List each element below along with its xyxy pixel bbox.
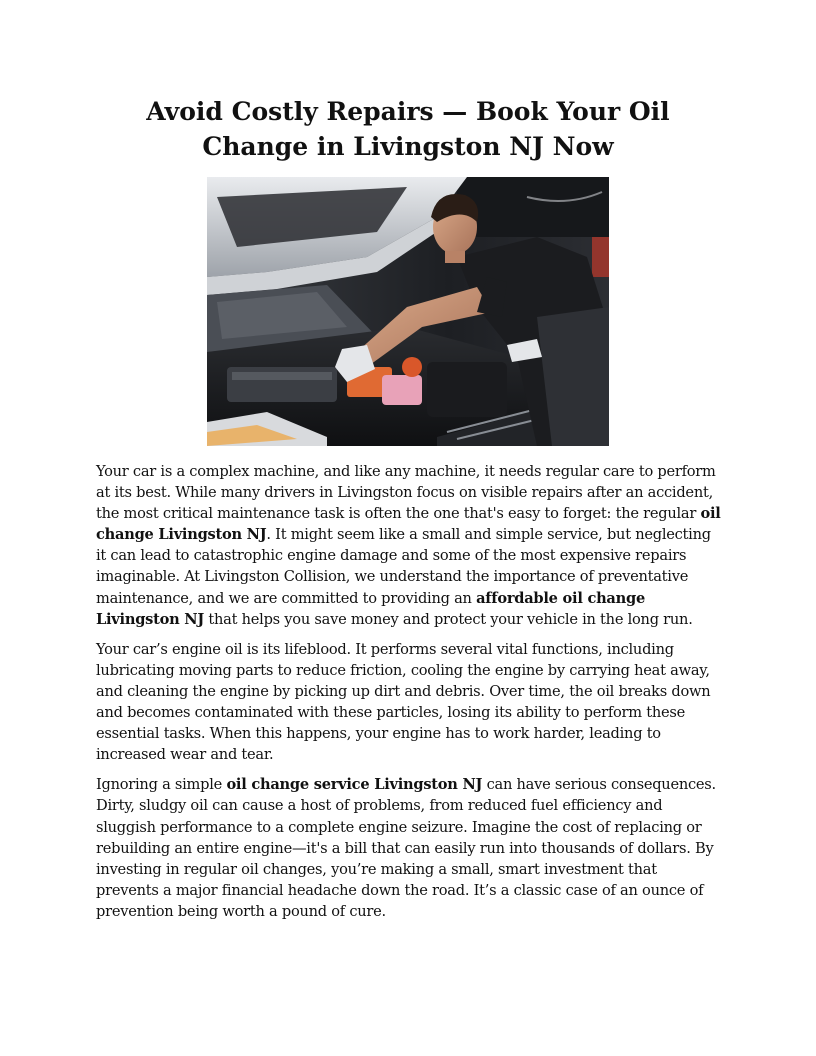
paragraph-text: can have serious consequences. Dirty, sludgy oil can cause a host of problems, from reduced fuel efficiency and sluggish performance to a complete engine seizure. Imagine the cost of replacing or rebuilding an entire engine—it's a bill that can easily run into thousands of dollars. By investing in regular oil changes, you’re making a small, smart investment that prevents a major financial headache down the road. It’s a classic case of an ounce of prevention being worth a pound of cure.	[96, 776, 716, 920]
paragraph	[96, 639, 722, 766]
keyword-link-text: affordable oil change Livingston NJ	[96, 589, 645, 628]
page-title: Avoid Costly Repairs — Book Your Oil Change in Livingston NJ Now	[146, 97, 670, 161]
paragraph-text: . It might seem like a small and simple service, but neglecting it can lead to catastrophic engine damage and some of the most expensive repairs imaginable. At Livingston Collision, we understand the importance of preventative maintenance, and we are committed to providing an	[96, 526, 711, 607]
keyword-link-text: oil change service Livingston NJ	[226, 776, 483, 794]
paragraph-text: Your car is a complex machine, and like any machine, it needs regular care to perform at its best. While many drivers in Livingston focus on visible repairs after an accident, the most critical maintenance task is often the one that's easy to forget: the regular	[96, 463, 716, 523]
keyword-link-text: oil change Livingston NJ	[96, 505, 721, 544]
paragraph	[96, 461, 722, 630]
paragraph	[96, 774, 722, 922]
paragraph-text: Your car’s engine oil is its lifeblood. It performs several vital functions, including lubricating moving parts to reduce friction, cooling the engine by carrying heat away, and cleaning the engine by picking up dirt and debris. Over time, the oil breaks down and becomes contaminated with these particles, losing its ability to perform these essential tasks. When this happens, your engine has to work harder, leading to increased wear and tear.	[96, 640, 711, 764]
paragraph-text: Ignoring a simple	[96, 776, 227, 794]
paragraph-text: that helps you save money and protect your vehicle in the long run.	[204, 610, 693, 628]
article-body	[96, 461, 722, 931]
mechanic-working-on-car-engine-photo	[207, 177, 609, 446]
